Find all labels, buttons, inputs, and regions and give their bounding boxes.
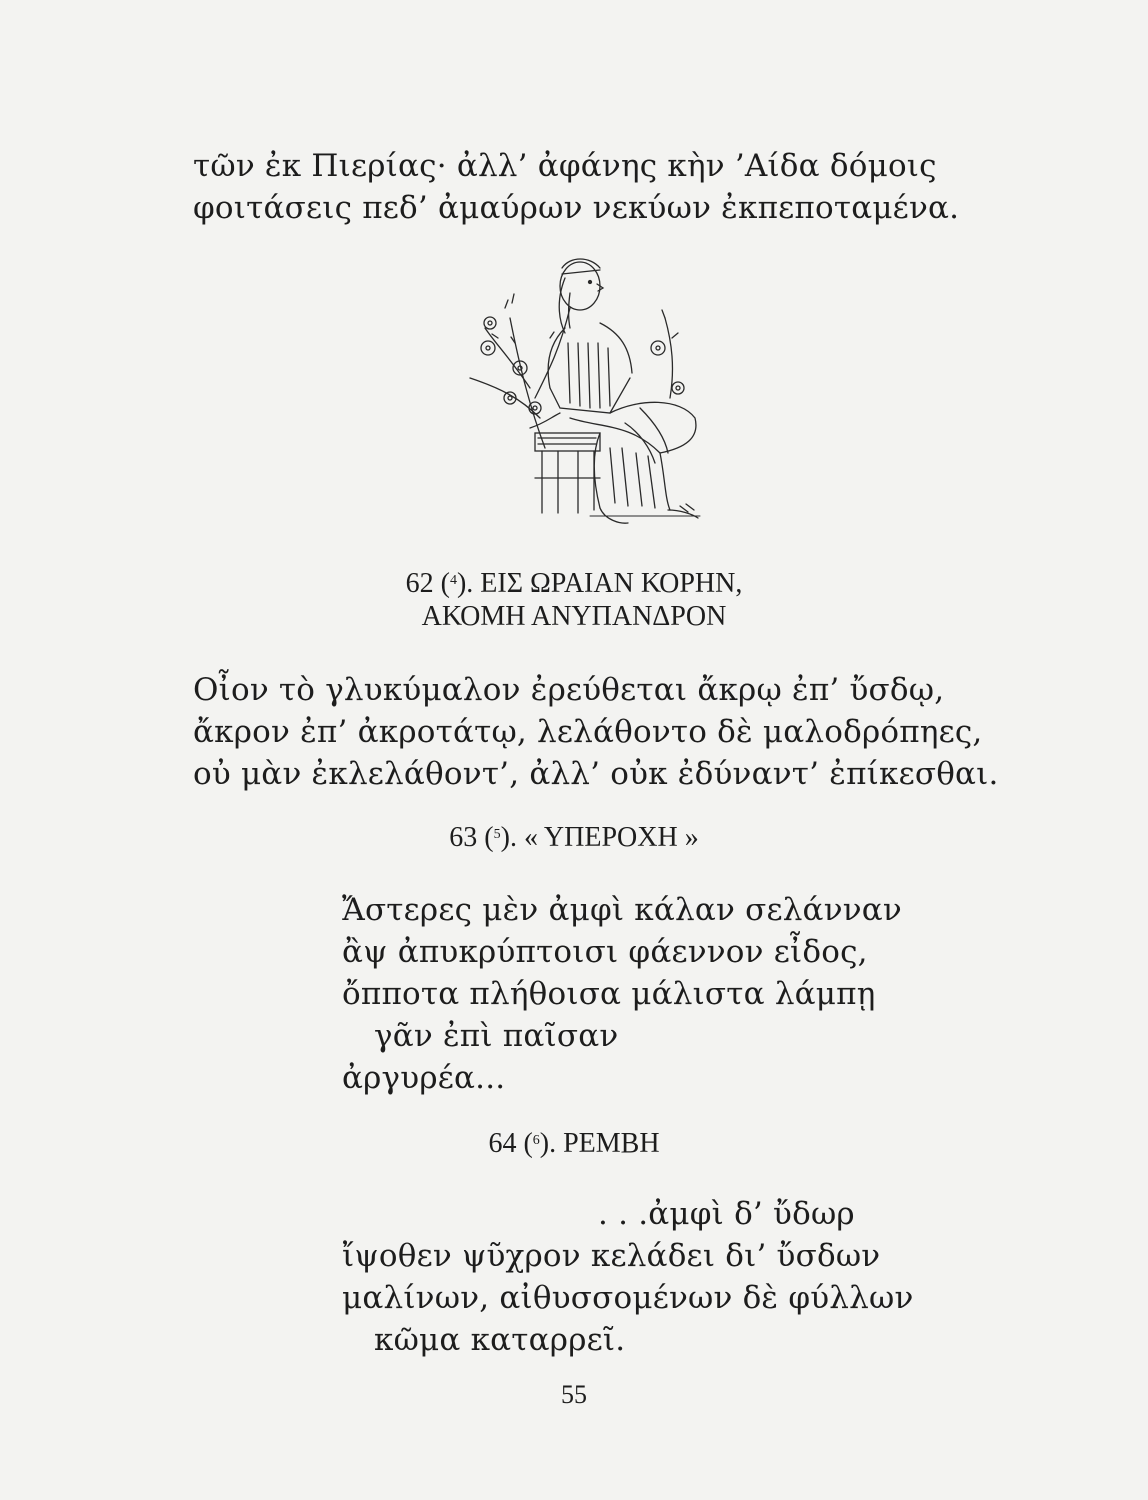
heading-number: 63 ( (449, 822, 494, 853)
footnote-marker: 5 (493, 827, 501, 842)
heading-title: ). ΕΙΣ ΩΡΑΙΑΝ ΚΟΡΗΝ, (456, 568, 743, 599)
poem-line: Οἶον τὸ γλυκύμαλον ἐρεύθεται ἄκρῳ ἐπ’ ὔσδῳ, (193, 672, 945, 708)
poem-line: ἀργυρέα... (342, 1060, 506, 1096)
poem-line: ἄκρον ἐπ’ ἀκροτάτῳ, λελάθοντο δὲ μαλοδρόπηες, (193, 714, 983, 750)
heading-title: ). « ΥΠΕΡΟΧΗ » (500, 822, 699, 853)
bleed-through (560, 110, 568, 140)
heading-number: 64 ( (488, 1128, 533, 1159)
poem-64-heading (0, 1124, 1148, 1161)
footnote-marker: 6 (532, 1133, 540, 1148)
footnote-marker: 4 (449, 573, 457, 588)
heading-number: 62 ( (405, 568, 450, 599)
seated-woman-illustration (450, 248, 710, 528)
page-number: 55 (561, 1380, 587, 1409)
stanza-line: τῶν ἐκ Πιερίας· ἀλλ’ ἀφάνης κὴν ’Αίδα δόμοις (193, 148, 937, 184)
poem-line: . . .ἀμφὶ δ’ ὔδωρ (598, 1196, 855, 1232)
poem-line: Ἄστερες μὲν ἀμφὶ κάλαν σελάνναν (342, 892, 902, 928)
poem-62-heading (0, 564, 1148, 601)
poem-63-heading (0, 818, 1148, 855)
poem-line: οὐ μὰν ἐκλελάθοντ’, ἀλλ’ οὐκ ἐδύναντ’ ἐπίκεσθαι. (193, 756, 999, 792)
poem-line: ὄπποτα πλήθοισα μάλιστα λάμπῃ (342, 976, 876, 1012)
heading-title: ). ΡΕΜΒΗ (539, 1128, 660, 1159)
poem-line: ἴψοθεν ψῦχρον κελάδει δι’ ὔσδων (342, 1238, 881, 1274)
stanza-line: φοιτάσεις πεδ’ ἀμαύρων νεκύων ἐκπεποταμένα. (193, 190, 960, 226)
poem-62-heading-line2: ΑΚΟΜΗ ΑΝΥΠΑΝΔΡΟΝ (421, 601, 727, 632)
poem-line: γᾶν ἐπὶ παῖσαν (374, 1018, 619, 1054)
poem-line: μαλίνων, αἰθυσσομένων δὲ φύλλων (342, 1280, 914, 1316)
poem-line: ἂψ ἀπυκρύπτοισι φάεννον εἶδος, (342, 934, 868, 970)
poem-line: κῶμα καταρρεῖ. (374, 1322, 626, 1358)
